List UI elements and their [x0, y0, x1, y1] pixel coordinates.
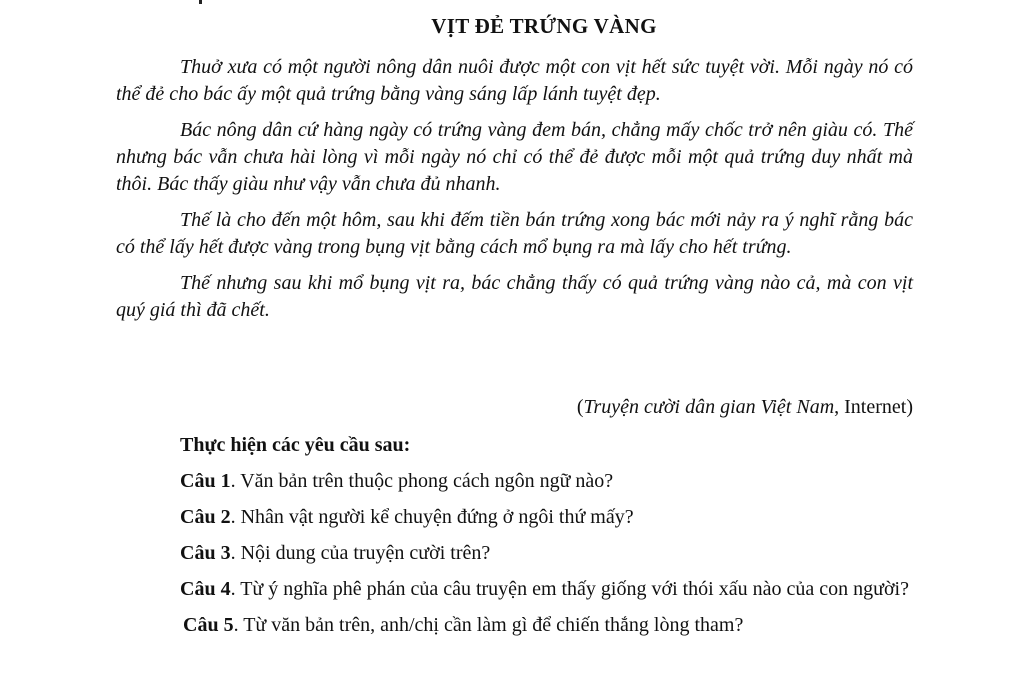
task-section: [180, 432, 913, 648]
question-text: . Từ văn bản trên, anh/chị cần làm gì để chiến thắng lòng tham?: [233, 614, 744, 636]
question-label: Câu 5: [183, 614, 234, 636]
question-1: [180, 468, 913, 495]
question-4: [180, 576, 913, 603]
source-title: Truyện cười dân gian Việt Nam: [583, 396, 835, 418]
question-text: . Nhân vật người kể chuyện đứng ở ngôi thứ mấy?: [230, 506, 634, 528]
task-heading: Thực hiện các yêu cầu sau:: [180, 434, 411, 456]
source-open-paren: (: [576, 396, 584, 418]
story-paragraph-1: Thuở xưa có một người nông dân nuôi được một con vịt hết sức tuyệt vời. Mỗi ngày nó có thể đẻ cho bác ấy một quả trứng bằng vàng sáng lấp lánh tuyệt đẹp.: [116, 56, 913, 105]
question-text: . Từ ý nghĩa phê phán của câu truyện em thấy giống với thói xấu nào của con người?: [230, 578, 909, 600]
question-label: Câu 1: [180, 470, 231, 492]
story-body: [116, 54, 913, 333]
question-3: [180, 540, 913, 567]
question-label: Câu 3: [180, 542, 231, 564]
question-text: . Văn bản trên thuộc phong cách ngôn ngữ nào?: [230, 470, 614, 492]
question-text: . Nội dung của truyện cười trên?: [230, 542, 491, 564]
story-paragraph-4: Thế nhưng sau khi mổ bụng vịt ra, bác chẳng thấy có quả trứng vàng nào cả, mà con vịt quý giá thì đã chết.: [116, 272, 913, 321]
story-paragraph-2: Bác nông dân cứ hàng ngày có trứng vàng đem bán, chẳng mấy chốc trở nên giàu có. Thế nhưng bác vẫn chưa hài lòng vì mỗi ngày nó chỉ có thể đẻ được mỗi một quả trứng duy nhất mà thôi. Bác thấy giàu như vậy vẫn chưa đủ nhanh.: [116, 119, 913, 195]
source-rest: , Internet): [834, 396, 913, 418]
story-title: VỊT ĐẺ TRỨNG VÀNG: [431, 14, 657, 38]
question-5: [183, 612, 913, 639]
question-2: [180, 504, 913, 531]
question-label: Câu 2: [180, 506, 231, 528]
story-source: [577, 396, 913, 419]
question-label: Câu 4: [180, 578, 231, 600]
cropped-text-mark: [199, 0, 202, 4]
story-paragraph-3: Thế là cho đến một hôm, sau khi đếm tiền bán trứng xong bác mới nảy ra ý nghĩ rằng bác có thể lấy hết được vàng trong bụng vịt bằng cách mổ bụng ra mà lấy cho hết trứng.: [116, 209, 913, 258]
